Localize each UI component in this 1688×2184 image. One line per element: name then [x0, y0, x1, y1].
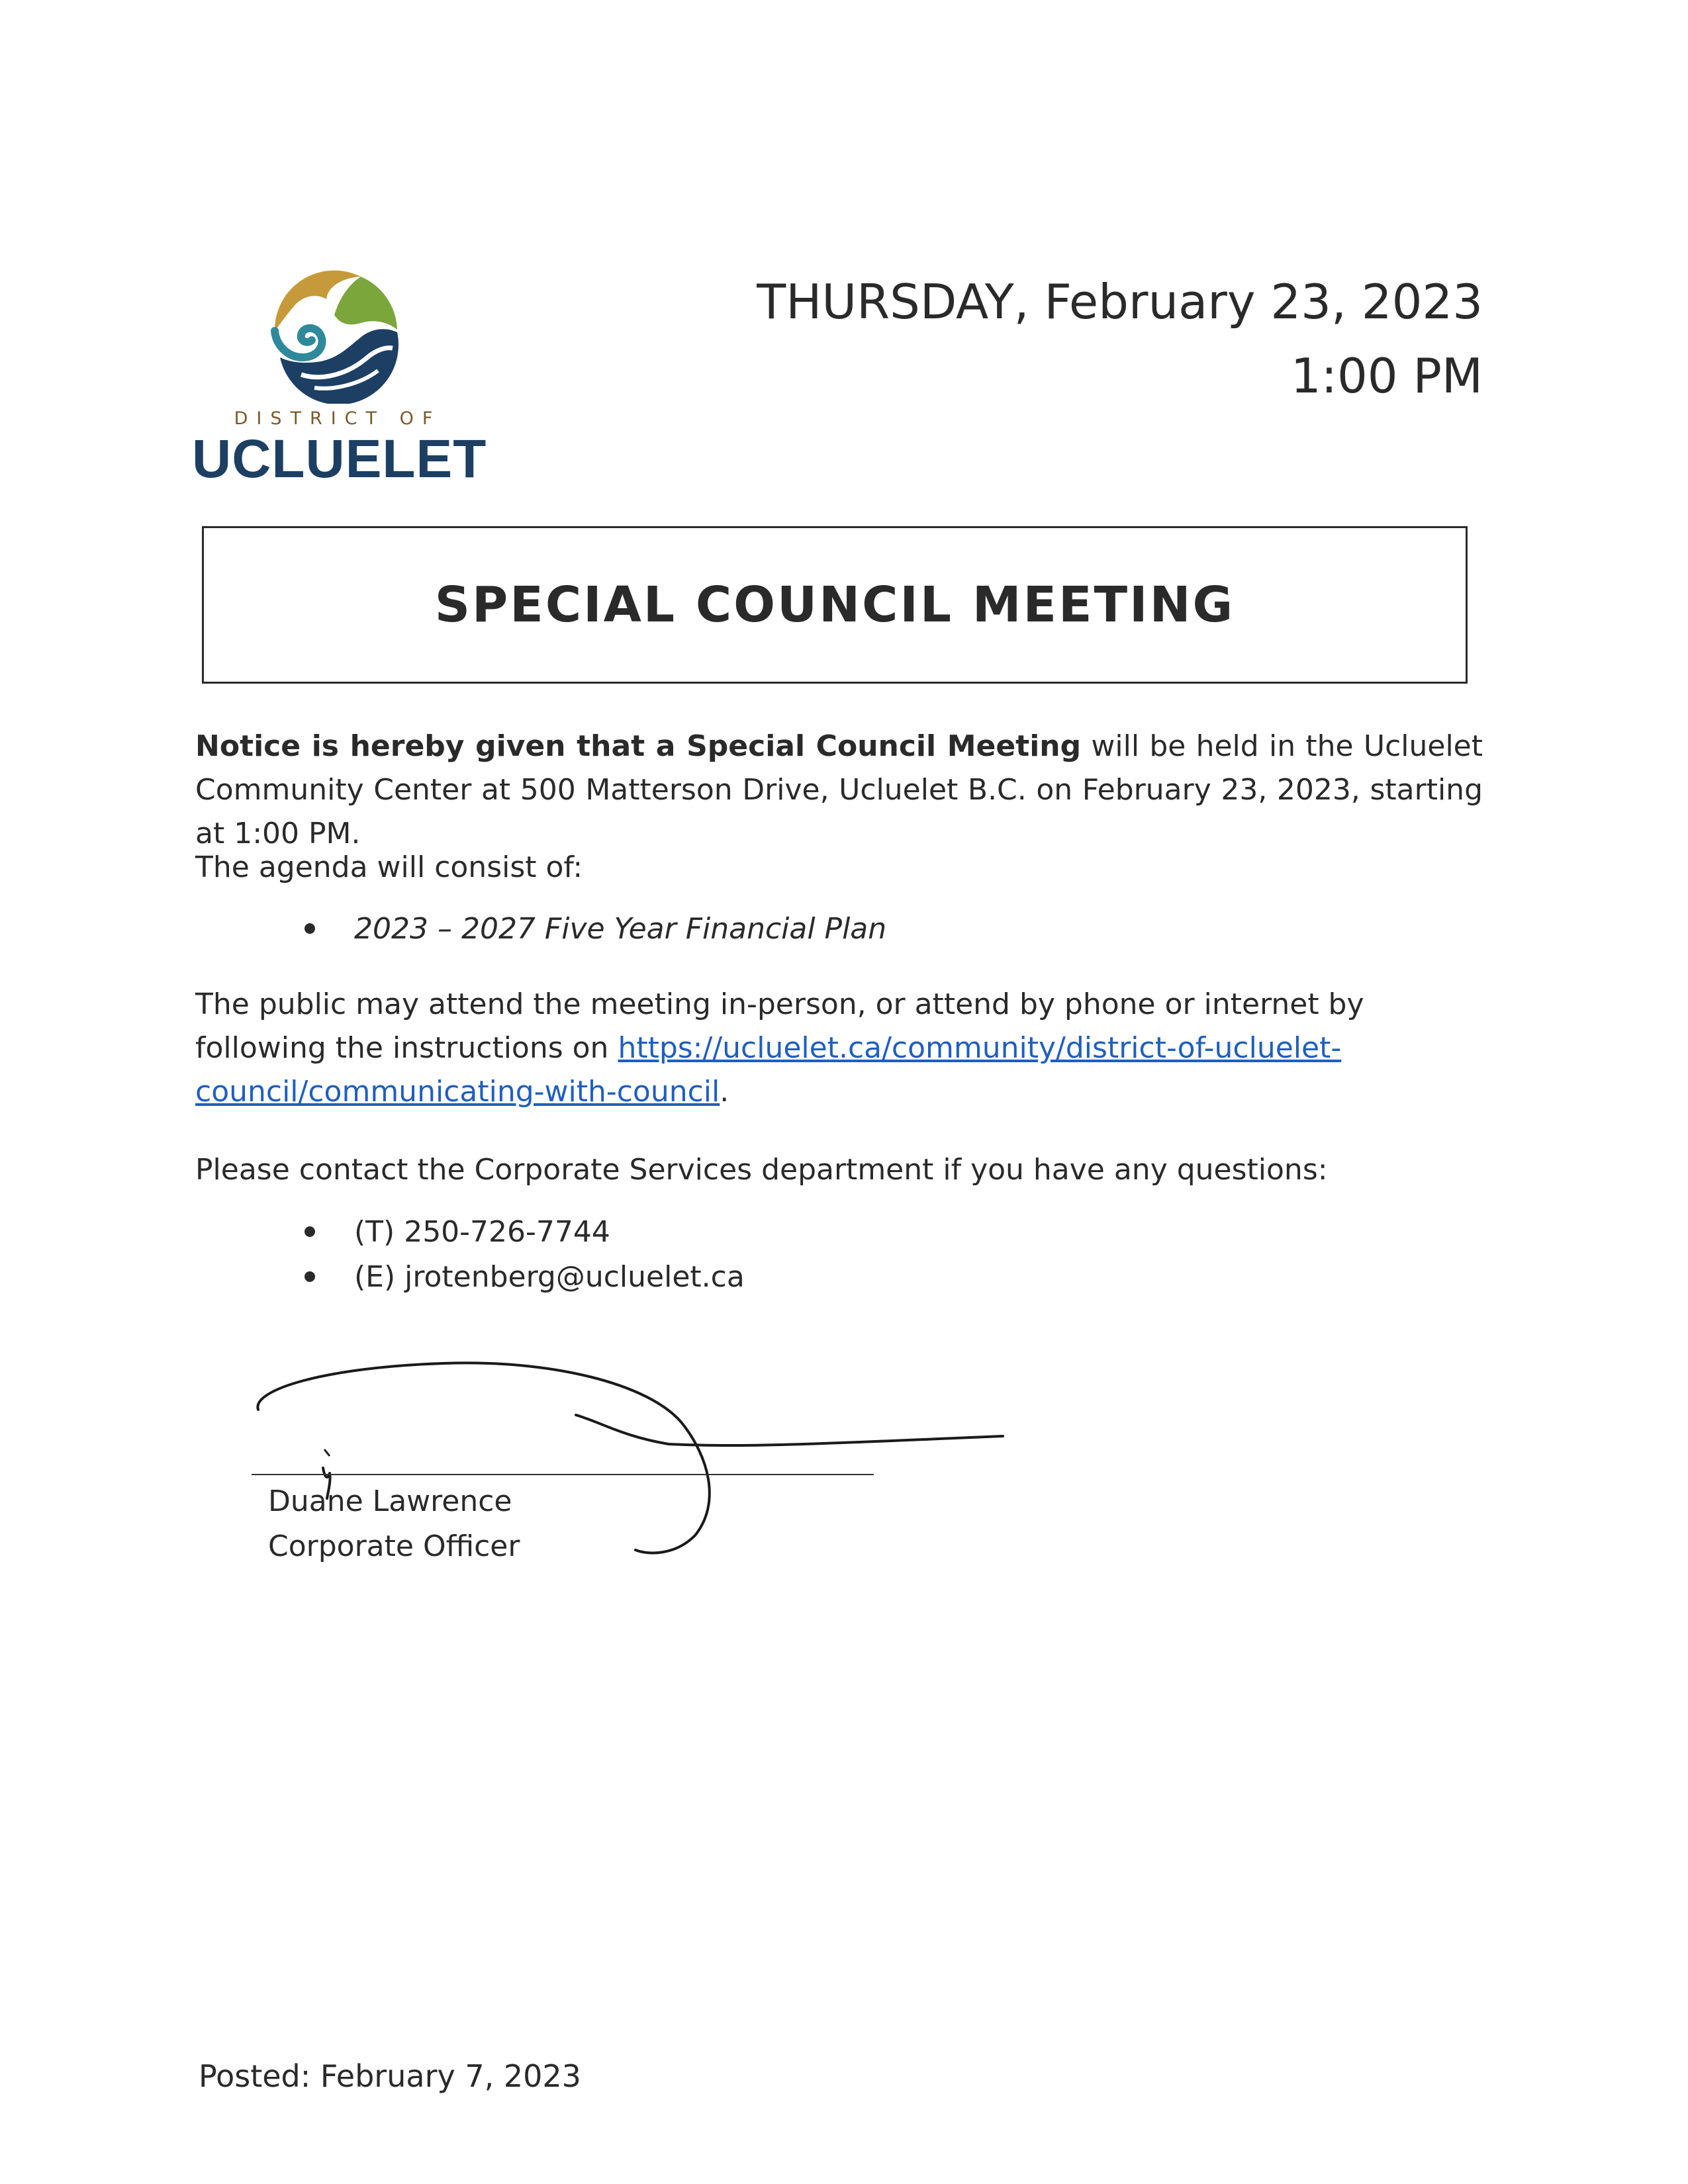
contact-intro: Please contact the Corporate Services department if you have any questions: — [195, 1153, 1328, 1187]
bullet-icon — [305, 1271, 315, 1282]
agenda-item: 2023 – 2027 Five Year Financial Plan — [354, 912, 887, 946]
public-text: The public may attend the meeting in-person, or attend by phone or internet by following the instructions on — [195, 987, 1364, 1065]
page-title: SPECIAL COUNCIL MEETING — [434, 576, 1235, 633]
meeting-datetime — [556, 265, 1483, 413]
agenda-intro: The agenda will consist of: — [195, 850, 583, 884]
notice-paragraph — [195, 725, 1483, 856]
contact-phone: (T) 250-726-7744 — [354, 1215, 610, 1249]
council-link[interactable]: https://ucluelet.ca/community/district-of-ucluelet-council/communicating-with-council — [195, 1031, 1342, 1109]
public-paragraph — [195, 983, 1483, 1114]
bullet-icon — [305, 1226, 315, 1237]
contact-email: (E) jrotenberg@ucluelet.ca — [354, 1260, 745, 1294]
notice-bold: Notice is hereby given that a Special Council Meeting — [195, 729, 1082, 763]
bullet-icon — [305, 923, 315, 934]
signature-line — [252, 1474, 874, 1475]
agenda-list — [305, 907, 886, 952]
title-box — [202, 526, 1468, 684]
meeting-time: 1:00 PM — [1290, 348, 1483, 404]
district-logo — [192, 255, 487, 493]
list-item — [305, 1210, 745, 1255]
list-item — [305, 1255, 745, 1300]
signer-block — [268, 1479, 520, 1569]
contact-list — [305, 1210, 745, 1300]
list-item — [305, 907, 886, 952]
logo-district-of: DISTRICT OF — [234, 408, 442, 429]
meeting-date: THURSDAY, February 23, 2023 — [757, 274, 1483, 330]
signer-title: Corporate Officer — [268, 1529, 520, 1563]
ucluelet-logo-icon — [261, 258, 407, 404]
logo-name: UCLUELET — [192, 429, 487, 489]
public-text-end: . — [720, 1075, 729, 1109]
notice-text: will be held in the Ucluelet Community Center at 500 Matterson Drive, Ucluelet B.C. on February 23, 2023, starting at 1:00 PM. — [195, 729, 1483, 850]
posted-date: Posted: February 7, 2023 — [199, 2058, 581, 2094]
signer-name: Duane Lawrence — [268, 1484, 512, 1518]
